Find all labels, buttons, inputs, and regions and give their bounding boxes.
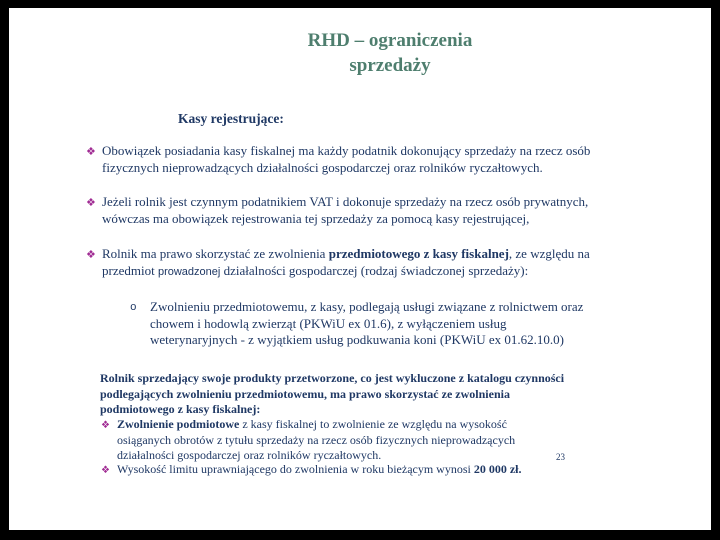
bullet-text-segment: z kasy fiskalnej to zwolnienie ze względu na wysokość osiąganych obrotów z tytułu sprzedaży na rzecz osób fizycznych nieprowadzących działalności gospodarczej oraz rolników ryczałtowych.: [117, 417, 516, 462]
diamond-bullet-icon: ❖: [86, 146, 96, 158]
bullet-text: [102, 246, 620, 280]
diamond-bullet-icon: ❖: [86, 249, 96, 261]
bullet-item-3: [86, 246, 620, 280]
bullet-text-segment: Wysokość limitu uprawniającego do zwolnienia w roku bieżącym wynosi: [117, 462, 474, 476]
bullet-text-segment-bold: 20 000 zł.: [473, 462, 522, 476]
bullet-item-1: [86, 143, 620, 176]
diamond-bullet-icon: ❖: [86, 197, 96, 209]
slide-page-number: 23: [556, 452, 565, 462]
sub-bullet-text: Zwolnieniu przedmiotowemu, z kasy, podlegają usługi związane z rolnictwem oraz chowem i hodowlą zwierząt (PKWiU ex 01.6), z wyłączeniem usług weterynaryjnych - z wyjątkiem usług podkuwania koni (PKWiU ex 01.62.10.0): [150, 299, 584, 347]
bullet-text-segment-inserted: prowadzonej: [157, 265, 221, 278]
body-paragraph: Rolnik sprzedający swoje produkty przetworzone, co jest wykluczone z katalogu czynności podlegających zwolnieniu przedmiotowemu, ma prawo skorzystać ze zwolnienia podmiotowego z kasy fiskalnej:: [100, 371, 565, 416]
slide-title: RHD – ograniczenia sprzedaży: [307, 30, 473, 76]
diamond-bullet-icon: ❖: [101, 465, 110, 476]
bullet-text: [117, 462, 547, 478]
bullet-text: Jeżeli rolnik jest czynnym podatnikiem VAT i dokonuje sprzedaży na rzecz osób prywatnych, wówczas ma obowiązek rejestrowania tej sprzedaży za pomocą kasy rejestrującej,: [102, 194, 589, 226]
bullet-text-segment: działalności gospodarczej (rodzaj świadczonej sprzedaży):: [220, 262, 529, 278]
bullet-text-segment: , ze względu na przedmiot: [102, 246, 590, 278]
bullet-text: [117, 417, 537, 464]
sub-bullet-item: [130, 299, 595, 349]
bullet-text-segment: Rolnik ma prawo skorzystać ze zwolnienia: [102, 246, 329, 261]
section-heading: Kasy rejestrujące:: [178, 111, 284, 126]
bullet-text: Obowiązek posiadania kasy fiskalnej ma każdy podatnik dokonujący sprzedaży na rzecz osób fizycznych nieprowadzących działalności gospodarczej oraz rolników ryczałtowych.: [102, 143, 591, 175]
bullet-item-2: [86, 194, 620, 227]
bullet-item-4: [101, 417, 537, 464]
bullet-item-5: [101, 462, 547, 479]
diamond-bullet-icon: ❖: [101, 420, 110, 431]
bullet-text-segment-bold: przedmiotowego z kasy fiskalnej: [328, 246, 509, 261]
sub-bullet-marker: o: [130, 302, 137, 314]
bullet-text-segment-bold: Zwolnienie podmiotowe: [117, 417, 240, 431]
